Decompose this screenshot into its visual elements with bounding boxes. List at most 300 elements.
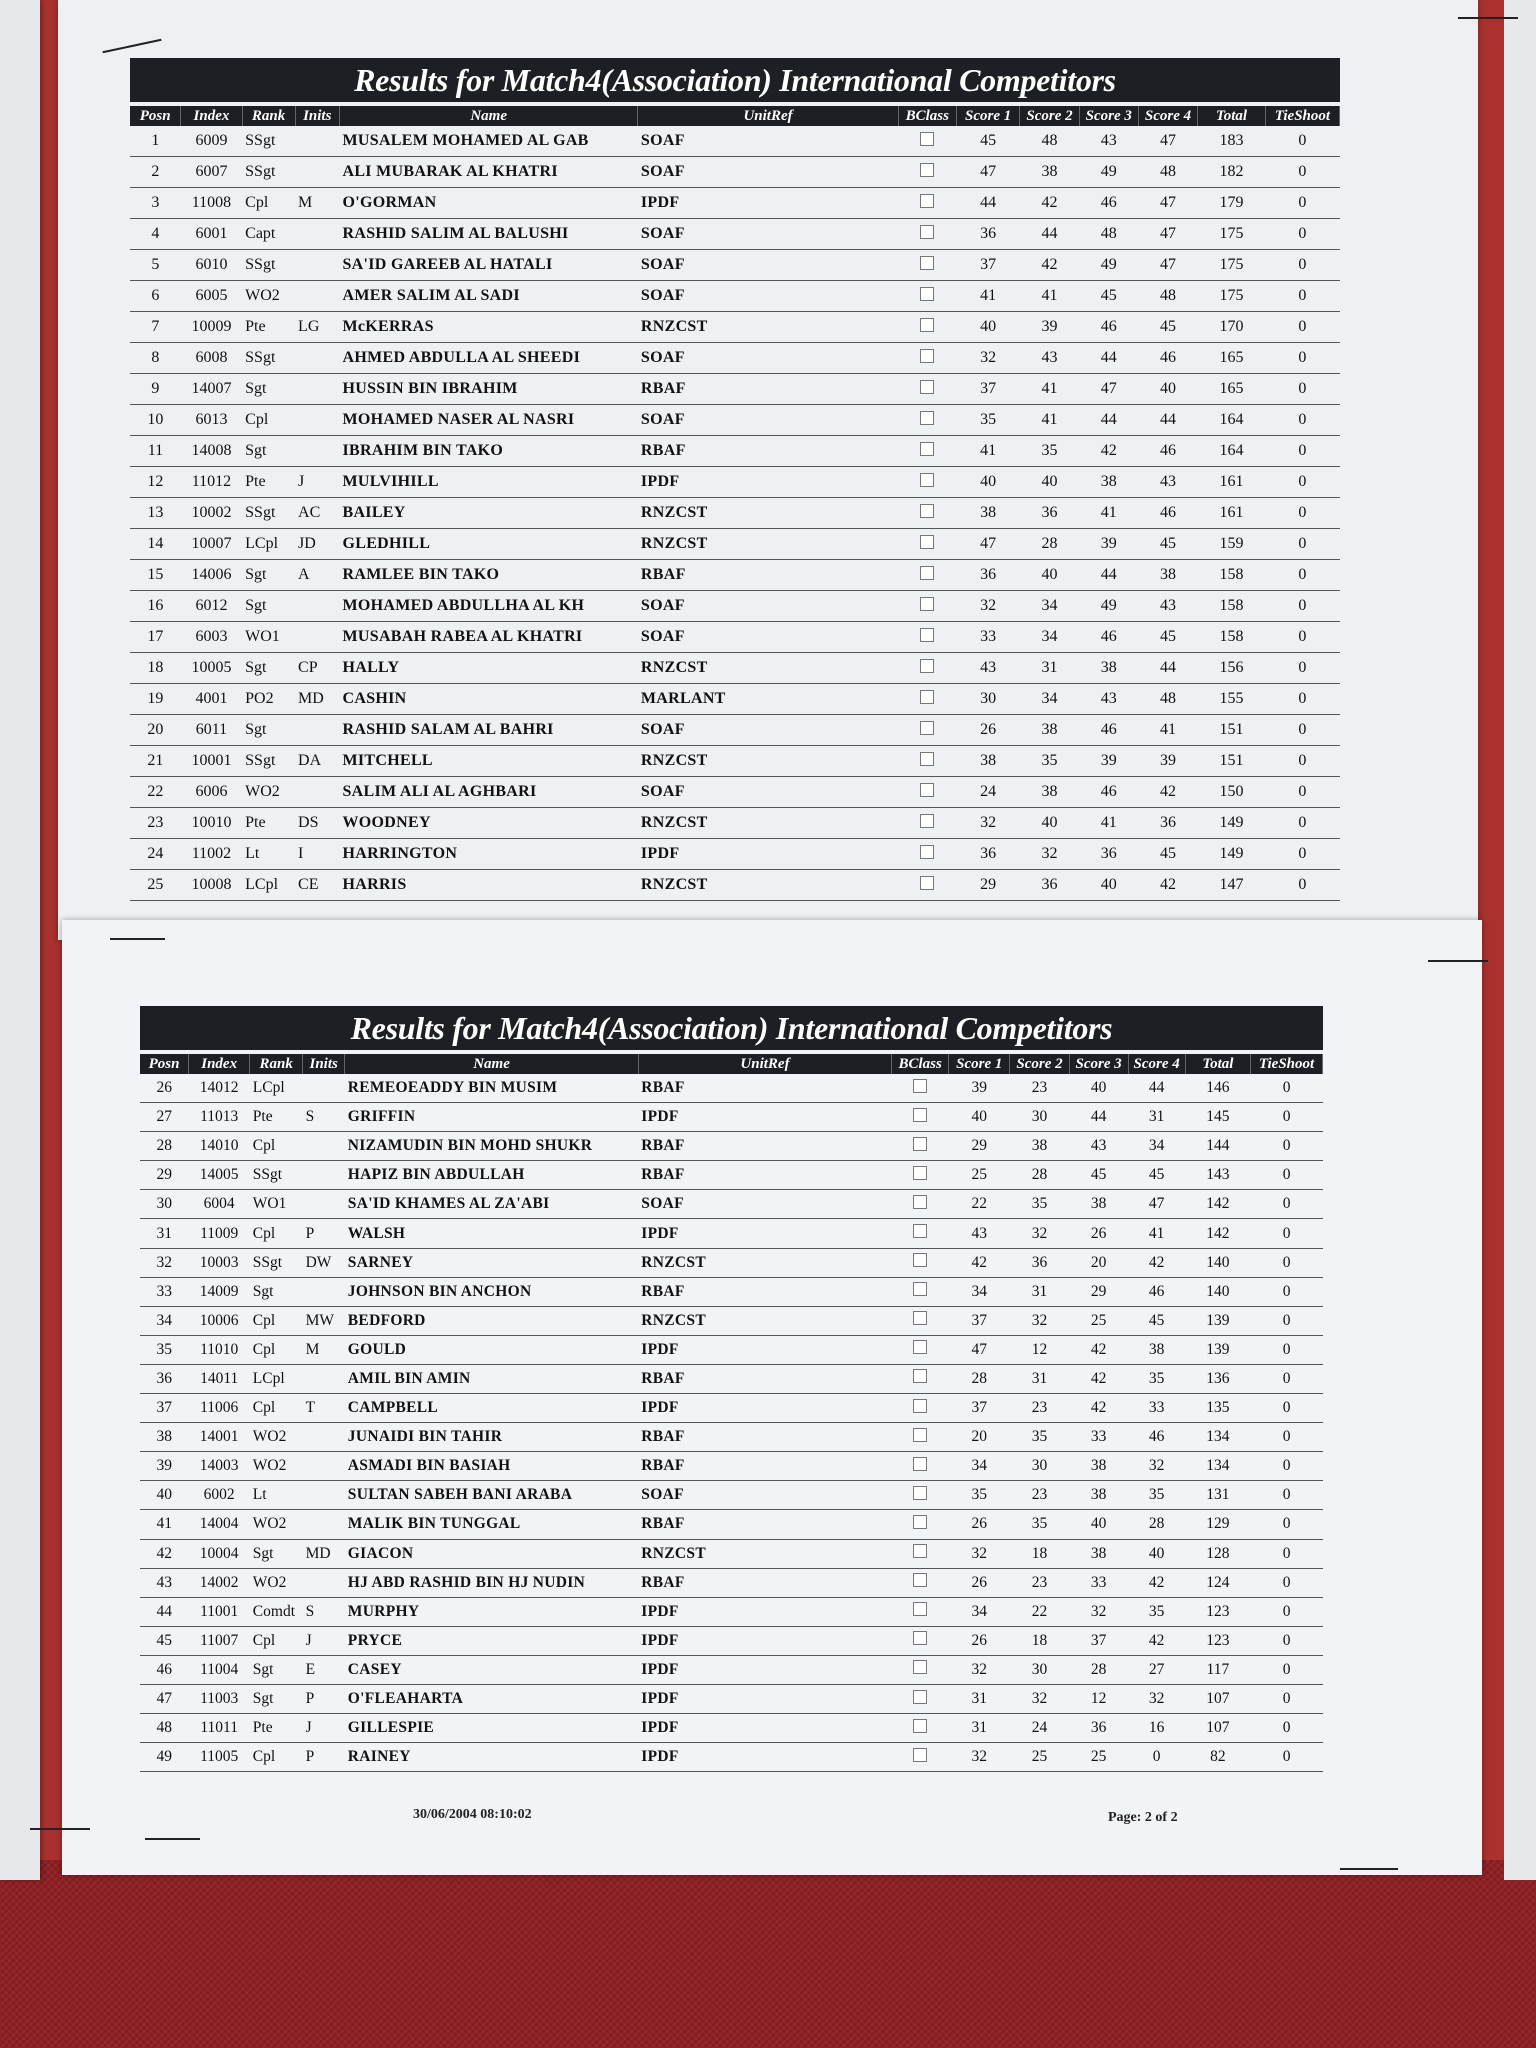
table-row (130, 529, 1340, 560)
score1-cell: 43 (956, 653, 1019, 684)
tieshoot-cell: 0 (1251, 1423, 1323, 1452)
score3-cell: 47 (1079, 374, 1138, 405)
score2-cell: 39 (1020, 312, 1079, 343)
score4-cell: 46 (1128, 1423, 1185, 1452)
tieshoot-cell: 0 (1251, 1219, 1323, 1248)
score4-cell: 32 (1128, 1684, 1185, 1713)
bclass-checkbox[interactable] (920, 690, 934, 704)
name-cell: O'GORMAN (339, 188, 637, 219)
score3-cell: 20 (1069, 1248, 1128, 1277)
index-cell: 6003 (181, 622, 242, 653)
posn-cell: 34 (140, 1306, 189, 1335)
bclass-checkbox[interactable] (913, 1690, 927, 1704)
name-cell: SA'ID GAREEB AL HATALI (339, 250, 637, 281)
tieshoot-cell: 0 (1251, 1248, 1323, 1277)
tieshoot-cell: 0 (1265, 498, 1339, 529)
bclass-cell (892, 1394, 949, 1423)
table-row (140, 1481, 1323, 1510)
score4-cell: 45 (1138, 529, 1197, 560)
bclass-cell (892, 1626, 949, 1655)
score1-cell: 39 (949, 1074, 1010, 1103)
bclass-checkbox[interactable] (913, 1631, 927, 1645)
posn-cell: 13 (130, 498, 181, 529)
tieshoot-cell: 0 (1251, 1074, 1323, 1103)
tieshoot-cell: 0 (1265, 777, 1339, 808)
score2-cell: 32 (1010, 1684, 1069, 1713)
score2-cell: 32 (1020, 839, 1079, 870)
posn-cell: 17 (130, 622, 181, 653)
inits-cell: P (303, 1743, 345, 1772)
posn-cell: 36 (140, 1364, 189, 1393)
score4-cell: 48 (1138, 684, 1197, 715)
name-cell: MOHAMED NASER AL NASRI (339, 405, 637, 436)
score2-cell: 18 (1010, 1539, 1069, 1568)
name-cell: ASMADI BIN BASIAH (345, 1452, 639, 1481)
table-row (130, 343, 1340, 374)
bclass-checkbox[interactable] (920, 752, 934, 766)
bclass-cell (898, 281, 956, 312)
tieshoot-cell: 0 (1251, 1743, 1323, 1772)
score4-cell: 47 (1128, 1190, 1185, 1219)
bclass-cell (892, 1481, 949, 1510)
total-cell: 156 (1198, 653, 1266, 684)
table-row (140, 1161, 1323, 1190)
unit-cell: RBAF (638, 436, 898, 467)
tieshoot-cell: 0 (1251, 1714, 1323, 1743)
name-cell: SULTAN SABEH BANI ARABA (345, 1481, 639, 1510)
column-header: Rank (242, 106, 295, 126)
bclass-checkbox[interactable] (913, 1079, 927, 1093)
bclass-checkbox[interactable] (913, 1399, 927, 1413)
bclass-cell (892, 1335, 949, 1364)
bclass-checkbox[interactable] (920, 442, 934, 456)
tieshoot-cell: 0 (1265, 188, 1339, 219)
rank-cell: LCpl (250, 1364, 303, 1393)
unit-cell: IPDF (638, 467, 898, 498)
column-header: TieShoot (1251, 1054, 1323, 1074)
score3-cell: 49 (1079, 157, 1138, 188)
bclass-checkbox[interactable] (920, 504, 934, 518)
score4-cell: 38 (1138, 560, 1197, 591)
total-cell: 147 (1198, 870, 1266, 901)
index-cell: 10009 (181, 312, 242, 343)
posn-cell: 49 (140, 1743, 189, 1772)
table-row (130, 219, 1340, 250)
tieshoot-cell: 0 (1251, 1510, 1323, 1539)
bclass-checkbox[interactable] (920, 597, 934, 611)
total-cell: 134 (1185, 1423, 1250, 1452)
table-row (140, 1248, 1323, 1277)
score4-cell: 34 (1128, 1132, 1185, 1161)
unit-cell: SOAF (638, 281, 898, 312)
inits-cell (303, 1364, 345, 1393)
bclass-checkbox[interactable] (913, 1515, 927, 1529)
name-cell: RAMLEE BIN TAKO (339, 560, 637, 591)
table-row (130, 839, 1340, 870)
score4-cell: 42 (1138, 777, 1197, 808)
posn-cell: 9 (130, 374, 181, 405)
score3-cell: 25 (1069, 1743, 1128, 1772)
table-row (140, 1539, 1323, 1568)
rank-cell: Sgt (242, 715, 295, 746)
total-cell: 124 (1185, 1568, 1250, 1597)
bclass-checkbox[interactable] (920, 876, 934, 890)
posn-cell: 45 (140, 1626, 189, 1655)
rank-cell: Sgt (250, 1684, 303, 1713)
bclass-checkbox[interactable] (920, 256, 934, 270)
name-cell: ALI MUBARAK AL KHATRI (339, 157, 637, 188)
tieshoot-cell: 0 (1265, 157, 1339, 188)
column-header: Index (189, 1054, 250, 1074)
unit-cell: RBAF (638, 1277, 891, 1306)
posn-cell: 4 (130, 219, 181, 250)
bclass-checkbox[interactable] (913, 1108, 927, 1122)
bclass-checkbox[interactable] (920, 318, 934, 332)
total-cell: 142 (1185, 1219, 1250, 1248)
posn-cell: 28 (140, 1132, 189, 1161)
bclass-checkbox[interactable] (913, 1428, 927, 1442)
index-cell: 6002 (189, 1481, 250, 1510)
index-cell: 6006 (181, 777, 242, 808)
bclass-cell (892, 1568, 949, 1597)
bclass-checkbox[interactable] (913, 1340, 927, 1354)
column-header: TieShoot (1265, 106, 1339, 126)
score1-cell: 32 (956, 591, 1019, 622)
bclass-checkbox[interactable] (920, 659, 934, 673)
inits-cell: I (295, 839, 339, 870)
score1-cell: 47 (956, 529, 1019, 560)
score4-cell: 48 (1138, 157, 1197, 188)
name-cell: JUNAIDI BIN TAHIR (345, 1423, 639, 1452)
tieshoot-cell: 0 (1265, 839, 1339, 870)
index-cell: 14010 (189, 1132, 250, 1161)
bclass-checkbox[interactable] (913, 1719, 927, 1733)
table-row (130, 467, 1340, 498)
total-cell: 131 (1185, 1481, 1250, 1510)
inits-cell (303, 1190, 345, 1219)
column-header: Score 3 (1069, 1054, 1128, 1074)
tieshoot-cell: 0 (1265, 405, 1339, 436)
posn-cell: 7 (130, 312, 181, 343)
unit-cell: IPDF (638, 1394, 891, 1423)
score2-cell: 43 (1020, 343, 1079, 374)
rank-cell: Sgt (250, 1539, 303, 1568)
unit-cell: RNZCST (638, 1248, 891, 1277)
score3-cell: 32 (1069, 1597, 1128, 1626)
score1-cell: 35 (949, 1481, 1010, 1510)
column-header: Score 2 (1020, 106, 1079, 126)
posn-cell: 47 (140, 1684, 189, 1713)
posn-cell: 37 (140, 1394, 189, 1423)
score1-cell: 34 (949, 1277, 1010, 1306)
results-title: Results for Match4(Association) International Competitors (140, 1006, 1323, 1050)
table-row (140, 1306, 1323, 1335)
unit-cell: RNZCST (638, 498, 898, 529)
bclass-checkbox[interactable] (913, 1486, 927, 1500)
index-cell: 11009 (189, 1219, 250, 1248)
name-cell: WALSH (345, 1219, 639, 1248)
unit-cell: RBAF (638, 1132, 891, 1161)
bclass-cell (892, 1190, 949, 1219)
unit-cell: RNZCST (638, 808, 898, 839)
score3-cell: 41 (1079, 498, 1138, 529)
posn-cell: 20 (130, 715, 181, 746)
bclass-cell (892, 1248, 949, 1277)
name-cell: HAPIZ BIN ABDULLAH (345, 1161, 639, 1190)
posn-cell: 30 (140, 1190, 189, 1219)
unit-cell: RBAF (638, 1452, 891, 1481)
name-cell: MALIK BIN TUNGGAL (345, 1510, 639, 1539)
unit-cell: SOAF (638, 777, 898, 808)
column-header: Score 3 (1079, 106, 1138, 126)
bclass-checkbox[interactable] (920, 628, 934, 642)
bclass-checkbox[interactable] (920, 411, 934, 425)
bclass-checkbox[interactable] (920, 380, 934, 394)
bclass-cell (892, 1132, 949, 1161)
rank-cell: Lt (250, 1481, 303, 1510)
bclass-checkbox[interactable] (920, 349, 934, 363)
score1-cell: 26 (949, 1626, 1010, 1655)
score2-cell: 35 (1010, 1190, 1069, 1219)
bclass-cell (898, 808, 956, 839)
score3-cell: 28 (1069, 1655, 1128, 1684)
score2-cell: 35 (1010, 1423, 1069, 1452)
score4-cell: 43 (1138, 591, 1197, 622)
bclass-checkbox[interactable] (920, 287, 934, 301)
column-header: Posn (140, 1054, 189, 1074)
name-cell: REMEOEADDY BIN MUSIM (345, 1074, 639, 1103)
name-cell: CASEY (345, 1655, 639, 1684)
tieshoot-cell: 0 (1265, 219, 1339, 250)
score1-cell: 26 (949, 1568, 1010, 1597)
bclass-checkbox[interactable] (920, 194, 934, 208)
bclass-checkbox[interactable] (913, 1602, 927, 1616)
score3-cell: 39 (1079, 746, 1138, 777)
name-cell: IBRAHIM BIN TAKO (339, 436, 637, 467)
posn-cell: 3 (130, 188, 181, 219)
score4-cell: 45 (1138, 312, 1197, 343)
bclass-checkbox[interactable] (913, 1544, 927, 1558)
rank-cell: SSgt (242, 126, 295, 157)
score2-cell: 41 (1020, 405, 1079, 436)
total-cell: 182 (1198, 157, 1266, 188)
column-header: Index (181, 106, 242, 126)
score4-cell: 40 (1138, 374, 1197, 405)
score1-cell: 36 (956, 560, 1019, 591)
score4-cell: 48 (1138, 281, 1197, 312)
index-cell: 11007 (189, 1626, 250, 1655)
bclass-cell (892, 1655, 949, 1684)
total-cell: 123 (1185, 1597, 1250, 1626)
rank-cell: Cpl (250, 1626, 303, 1655)
bclass-cell (892, 1161, 949, 1190)
score2-cell: 35 (1020, 746, 1079, 777)
name-cell: HJ ABD RASHID BIN HJ NUDIN (345, 1568, 639, 1597)
bclass-checkbox[interactable] (920, 845, 934, 859)
posn-cell: 24 (130, 839, 181, 870)
score4-cell: 28 (1128, 1510, 1185, 1539)
score2-cell: 23 (1010, 1074, 1069, 1103)
unit-cell: RBAF (638, 1510, 891, 1539)
score2-cell: 38 (1020, 715, 1079, 746)
results-panel-page2 (140, 1006, 1323, 1772)
index-cell: 14011 (189, 1364, 250, 1393)
bclass-checkbox[interactable] (913, 1311, 927, 1325)
index-cell: 6008 (181, 343, 242, 374)
table-row (130, 684, 1340, 715)
bclass-checkbox[interactable] (913, 1253, 927, 1267)
index-cell: 6001 (181, 219, 242, 250)
score1-cell: 37 (956, 250, 1019, 281)
index-cell: 11006 (189, 1394, 250, 1423)
unit-cell: RNZCST (638, 1539, 891, 1568)
bclass-checkbox[interactable] (913, 1748, 927, 1762)
inits-cell (295, 343, 339, 374)
name-cell: WOODNEY (339, 808, 637, 839)
score4-cell: 47 (1138, 188, 1197, 219)
table-row (140, 1714, 1323, 1743)
bclass-checkbox[interactable] (913, 1369, 927, 1383)
index-cell: 14008 (181, 436, 242, 467)
score3-cell: 37 (1069, 1626, 1128, 1655)
tieshoot-cell: 0 (1265, 808, 1339, 839)
posn-cell: 12 (130, 467, 181, 498)
bclass-cell (898, 653, 956, 684)
inits-cell: P (303, 1684, 345, 1713)
score2-cell: 30 (1010, 1103, 1069, 1132)
score3-cell: 46 (1079, 622, 1138, 653)
bclass-cell (892, 1364, 949, 1393)
bclass-checkbox[interactable] (920, 132, 934, 146)
score1-cell: 35 (956, 405, 1019, 436)
index-cell: 6004 (189, 1190, 250, 1219)
score3-cell: 38 (1069, 1539, 1128, 1568)
bclass-checkbox[interactable] (920, 814, 934, 828)
inits-cell (295, 126, 339, 157)
score2-cell: 31 (1010, 1364, 1069, 1393)
total-cell: 142 (1185, 1190, 1250, 1219)
rank-cell: Capt (242, 219, 295, 250)
score1-cell: 26 (949, 1510, 1010, 1539)
table-row (140, 1743, 1323, 1772)
bclass-checkbox[interactable] (920, 163, 934, 177)
bclass-checkbox[interactable] (913, 1282, 927, 1296)
inits-cell (303, 1568, 345, 1597)
score1-cell: 32 (956, 343, 1019, 374)
rank-cell: Cpl (242, 405, 295, 436)
unit-cell: SOAF (638, 591, 898, 622)
unit-cell: SOAF (638, 622, 898, 653)
score2-cell: 38 (1020, 157, 1079, 188)
unit-cell: SOAF (638, 405, 898, 436)
bclass-checkbox[interactable] (920, 566, 934, 580)
unit-cell: IPDF (638, 1626, 891, 1655)
score4-cell: 41 (1128, 1219, 1185, 1248)
bclass-cell (898, 529, 956, 560)
table-row (130, 653, 1340, 684)
rank-cell: Cpl (242, 188, 295, 219)
score2-cell: 30 (1010, 1452, 1069, 1481)
name-cell: HALLY (339, 653, 637, 684)
bclass-checkbox[interactable] (920, 783, 934, 797)
table-row (130, 281, 1340, 312)
bclass-checkbox[interactable] (913, 1457, 927, 1471)
tieshoot-cell: 0 (1265, 250, 1339, 281)
unit-cell: RBAF (638, 1161, 891, 1190)
score3-cell: 42 (1069, 1335, 1128, 1364)
name-cell: NIZAMUDIN BIN MOHD SHUKR (345, 1132, 639, 1161)
rank-cell: WO2 (250, 1510, 303, 1539)
column-header: Name (339, 106, 637, 126)
score2-cell: 23 (1010, 1481, 1069, 1510)
unit-cell: RBAF (638, 560, 898, 591)
table-row (140, 1074, 1323, 1103)
bclass-cell (898, 467, 956, 498)
score1-cell: 36 (956, 839, 1019, 870)
score4-cell: 0 (1128, 1743, 1185, 1772)
tieshoot-cell: 0 (1251, 1132, 1323, 1161)
score3-cell: 49 (1079, 591, 1138, 622)
bclass-checkbox[interactable] (913, 1224, 927, 1238)
bclass-checkbox[interactable] (913, 1137, 927, 1151)
tieshoot-cell: 0 (1251, 1161, 1323, 1190)
inits-cell: S (303, 1103, 345, 1132)
unit-cell: SOAF (638, 219, 898, 250)
score4-cell: 46 (1138, 498, 1197, 529)
score1-cell: 38 (956, 498, 1019, 529)
bclass-checkbox[interactable] (920, 535, 934, 549)
score4-cell: 35 (1128, 1597, 1185, 1626)
score3-cell: 36 (1069, 1714, 1128, 1743)
posn-cell: 39 (140, 1452, 189, 1481)
name-cell: SA'ID KHAMES AL ZA'ABI (345, 1190, 639, 1219)
name-cell: GRIFFIN (345, 1103, 639, 1132)
column-header: BClass (898, 106, 956, 126)
bclass-checkbox[interactable] (913, 1660, 927, 1674)
score2-cell: 31 (1010, 1277, 1069, 1306)
results-panel-page1 (130, 58, 1340, 901)
inits-cell (303, 1074, 345, 1103)
column-header: Name (345, 1054, 639, 1074)
total-cell: 175 (1198, 250, 1266, 281)
score3-cell: 44 (1079, 343, 1138, 374)
tieshoot-cell: 0 (1265, 312, 1339, 343)
score2-cell: 40 (1020, 808, 1079, 839)
bclass-checkbox[interactable] (913, 1573, 927, 1587)
inits-cell: JD (295, 529, 339, 560)
score2-cell: 12 (1010, 1335, 1069, 1364)
name-cell: SALIM ALI AL AGHBARI (339, 777, 637, 808)
tieshoot-cell: 0 (1265, 591, 1339, 622)
total-cell: 159 (1198, 529, 1266, 560)
bclass-checkbox[interactable] (913, 1195, 927, 1209)
bclass-checkbox[interactable] (920, 225, 934, 239)
score1-cell: 34 (949, 1452, 1010, 1481)
rank-cell: Pte (242, 808, 295, 839)
score2-cell: 28 (1010, 1161, 1069, 1190)
inits-cell: LG (295, 312, 339, 343)
bclass-checkbox[interactable] (920, 721, 934, 735)
bclass-checkbox[interactable] (920, 473, 934, 487)
inits-cell (303, 1452, 345, 1481)
rank-cell: WO2 (250, 1423, 303, 1452)
inits-cell: CE (295, 870, 339, 901)
unit-cell: RNZCST (638, 1306, 891, 1335)
bclass-checkbox[interactable] (913, 1166, 927, 1180)
posn-cell: 48 (140, 1714, 189, 1743)
score1-cell: 33 (956, 622, 1019, 653)
unit-cell: IPDF (638, 1684, 891, 1713)
